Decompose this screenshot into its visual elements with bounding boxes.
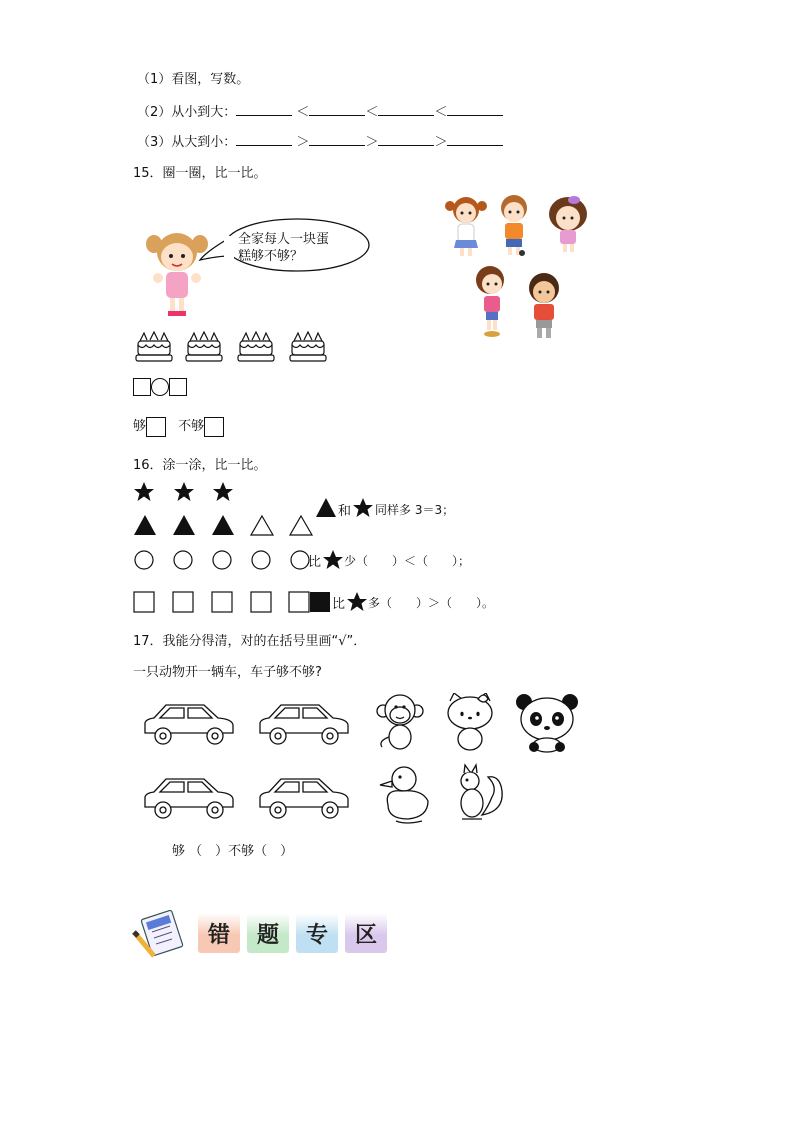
answer-blank[interactable] [378, 133, 434, 146]
answer-blank[interactable] [236, 133, 292, 146]
tri-same-text: 同样多 3＝3； [375, 503, 455, 517]
kitty-icon [444, 693, 496, 751]
gt-sign: ＞ [434, 135, 448, 150]
notebook-pencil-icon [132, 910, 188, 960]
star-icon [346, 591, 368, 613]
circle-outline [291, 551, 309, 569]
sub2-label: （2）从小到大： [137, 105, 237, 120]
badge-zhuan: 专 [296, 913, 338, 953]
answer-blank[interactable] [447, 133, 503, 146]
answer-blank[interactable] [309, 103, 365, 116]
triangle-filled [173, 515, 195, 535]
answer-box[interactable] [133, 378, 151, 396]
tri-and: 和 [338, 504, 352, 519]
star-icon [213, 482, 233, 501]
square-outline [289, 592, 309, 612]
answer-box[interactable] [169, 378, 187, 396]
not-enough-box[interactable] [204, 417, 224, 437]
not-enough-label: 不够 [178, 419, 205, 434]
triangle-outline [290, 516, 312, 535]
lt-sign: ＜ [434, 105, 448, 120]
cake-icon [288, 331, 328, 365]
circle-row [133, 549, 323, 571]
enough-box[interactable] [146, 417, 166, 437]
q17-title: 17．我能分得清，对的在括号里画“√”． [133, 634, 367, 649]
star-icon [352, 497, 374, 519]
triangle-outline [251, 516, 273, 535]
square-row [133, 591, 337, 613]
compare-row [133, 378, 187, 400]
circle-than: 比 [308, 555, 322, 570]
circle-outline [135, 551, 153, 569]
star-icon [134, 482, 154, 501]
answer-blank[interactable] [309, 133, 365, 146]
car-icon [257, 775, 351, 823]
car-icon [142, 775, 236, 823]
star-icon [174, 482, 194, 501]
gt-sign: ＞ [365, 135, 379, 150]
circle-outline [213, 551, 231, 569]
family-illustration [442, 192, 592, 344]
square-than: 比 [332, 597, 346, 612]
q16-title: 16．涂一涂，比一比。 [133, 458, 267, 473]
sub3-label: （3）从大到小： [137, 135, 237, 150]
q15-title: 15．圈一圈，比一比。 [133, 166, 267, 181]
answer-blank[interactable] [447, 103, 503, 116]
enough-row [133, 415, 224, 437]
square-outline [173, 592, 193, 612]
squirrel-icon [452, 763, 510, 825]
square-outline [134, 592, 154, 612]
answer-blank[interactable] [378, 103, 434, 116]
speech-line1: 全家每人一块蛋 [238, 232, 330, 247]
q17-answer: 够 （ ）不够（ ） [172, 844, 294, 859]
q17-question: 一只动物开一辆车，车子够不够? [133, 665, 322, 680]
square-outline [212, 592, 232, 612]
q14-sub1: （1）看图，写数。 [137, 72, 250, 87]
badge-cuo: 错 [198, 913, 240, 953]
square-filled [310, 592, 330, 612]
speech-line2: 糕够不够？ [238, 249, 304, 264]
gt-sign: ＞ [296, 135, 310, 150]
triangle-row [133, 514, 323, 538]
cake-icon [134, 331, 174, 365]
panda-icon [514, 693, 580, 753]
enough-label: 够 [133, 419, 147, 434]
q14-sub3 [137, 131, 503, 150]
star-row [133, 481, 243, 503]
square-outline [251, 592, 271, 612]
badge-qu: 区 [345, 913, 387, 953]
triangle-filled [134, 515, 156, 535]
lt-sign: ＜ [296, 105, 310, 120]
answer-blank[interactable] [236, 103, 292, 116]
car-icon [257, 701, 351, 749]
triangle-filled [212, 515, 234, 535]
circle-outline [252, 551, 270, 569]
circle-outline [174, 551, 192, 569]
q14-sub2 [137, 101, 503, 120]
star-icon [322, 549, 344, 571]
badge-ti: 题 [247, 913, 289, 953]
car-icon [142, 701, 236, 749]
cake-icon [236, 331, 276, 365]
square-more-text: 多（ ）＞（ ）。 [368, 596, 495, 610]
monkey-icon [376, 693, 424, 753]
duck-icon [376, 765, 432, 825]
lt-sign: ＜ [365, 105, 379, 120]
compare-circle[interactable] [151, 378, 169, 396]
triangle-icon [315, 497, 337, 519]
cake-icon [184, 331, 224, 365]
circle-less-text: 少（ ）＜（ ）； [344, 554, 471, 568]
